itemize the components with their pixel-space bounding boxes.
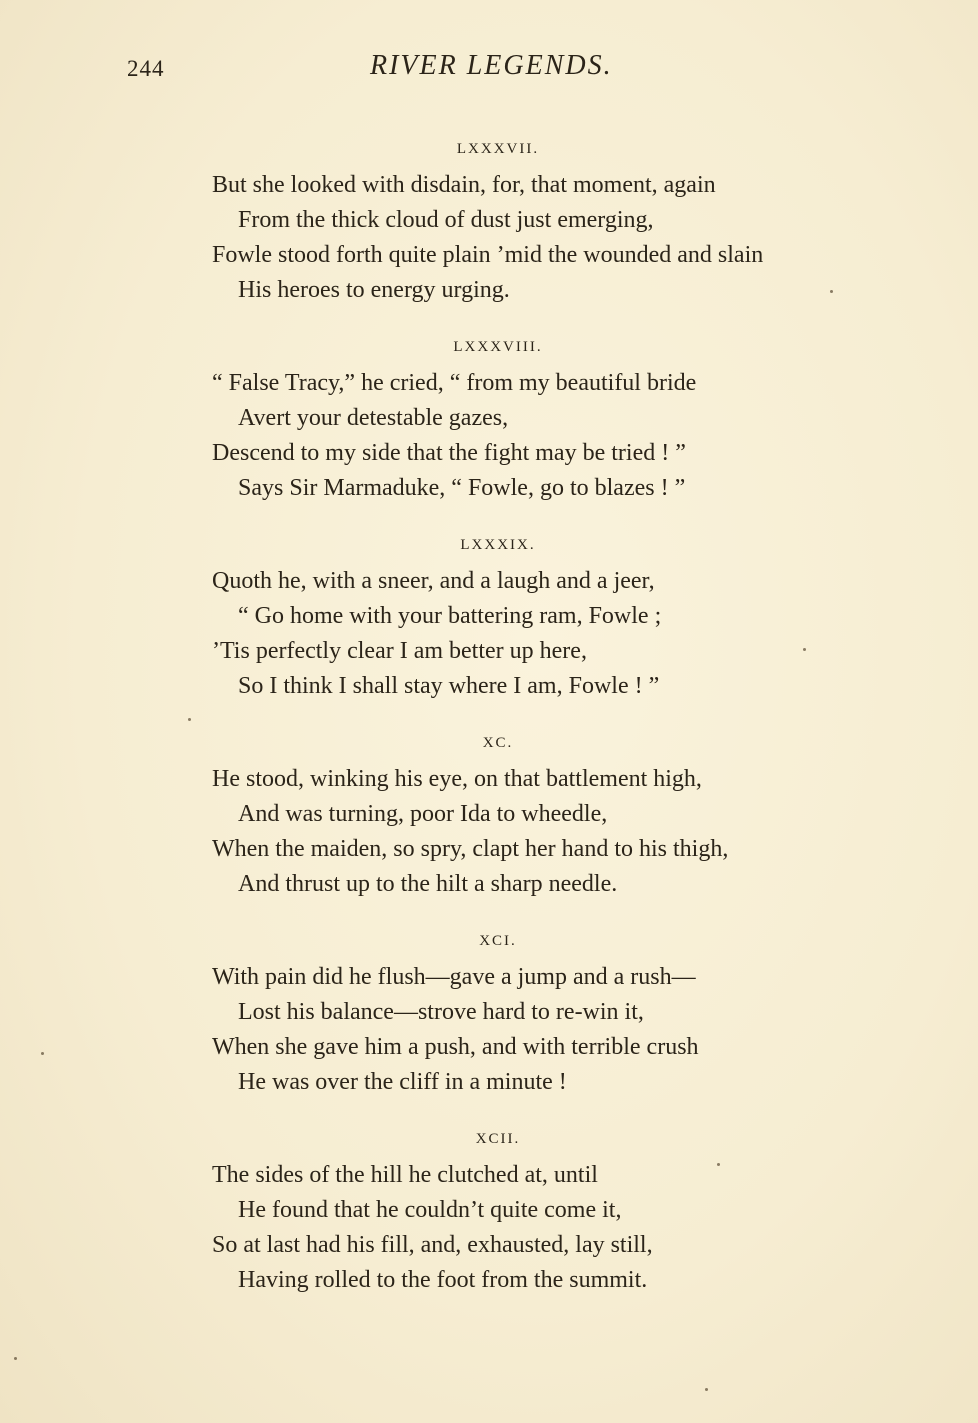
stanza [0, 336, 978, 506]
stanza [0, 138, 978, 308]
verse-line: When the maiden, so spry, clapt her hand to his thigh, [212, 836, 729, 862]
page-number: 244 [127, 56, 165, 81]
stanza-numeral: LXXXVII. [456, 141, 540, 157]
paper-speck [830, 290, 833, 293]
verse-line: With pain did he flush—gave a jump and a rush— [212, 964, 696, 990]
stanza-numeral: XC. [482, 735, 514, 751]
verse-line: So I think I shall stay where I am, Fowle ! ” [238, 673, 660, 699]
stanza [0, 732, 978, 902]
verse-line: Says Sir Marmaduke, “ Fowle, go to blazes ! ” [238, 475, 686, 501]
paper-speck [14, 1357, 17, 1360]
paper-speck [188, 718, 191, 721]
stanza-numeral: LXXXIX. [460, 537, 536, 553]
stanza [0, 534, 978, 704]
verse-line: He was over the cliff in a minute ! [238, 1069, 567, 1095]
paper-speck [717, 1163, 720, 1166]
paper-speck [705, 1388, 708, 1391]
verse-line: From the thick cloud of dust just emerging, [238, 207, 654, 233]
verse-line: Lost his balance—strove hard to re-win it, [238, 999, 644, 1025]
verse-line: Fowle stood forth quite plain ’mid the wounded and slain [212, 242, 764, 268]
verse-line: So at last had his fill, and, exhausted, lay still, [212, 1232, 653, 1258]
stanza-numeral: XCI. [479, 933, 517, 949]
verse-line: And thrust up to the hilt a sharp needle. [238, 871, 618, 897]
verse-line: But she looked with disdain, for, that moment, again [212, 172, 716, 198]
page-header [0, 50, 978, 90]
verse-line: And was turning, poor Ida to wheedle, [238, 801, 608, 827]
verse-line: Quoth he, with a sneer, and a laugh and a jeer, [212, 568, 655, 594]
verse-line: ’Tis perfectly clear I am better up here, [212, 638, 587, 664]
verse-line: “ Go home with your battering ram, Fowle ; [238, 603, 662, 629]
verse-line: His heroes to energy urging. [238, 277, 510, 303]
verse-line: The sides of the hill he clutched at, until [212, 1162, 598, 1188]
poem-body [0, 138, 978, 1326]
verse-line: Descend to my side that the fight may be tried ! ” [212, 440, 686, 466]
running-title: RIVER LEGENDS. [370, 50, 613, 81]
paper-speck [41, 1052, 44, 1055]
stanza [0, 1128, 978, 1298]
verse-line: When she gave him a push, and with terrible crush [212, 1034, 699, 1060]
paper-speck [803, 648, 806, 651]
stanza [0, 930, 978, 1100]
stanza-numeral: XCII. [475, 1131, 521, 1147]
stanza-numeral: LXXXVIII. [453, 339, 543, 355]
verse-line: “ False Tracy,” he cried, “ from my beautiful bride [212, 370, 697, 396]
verse-line: He stood, winking his eye, on that battlement high, [212, 766, 702, 792]
verse-line: Having rolled to the foot from the summit. [238, 1267, 648, 1293]
verse-line: Avert your detestable gazes, [238, 405, 509, 431]
verse-line: He found that he couldn’t quite come it, [238, 1197, 622, 1223]
